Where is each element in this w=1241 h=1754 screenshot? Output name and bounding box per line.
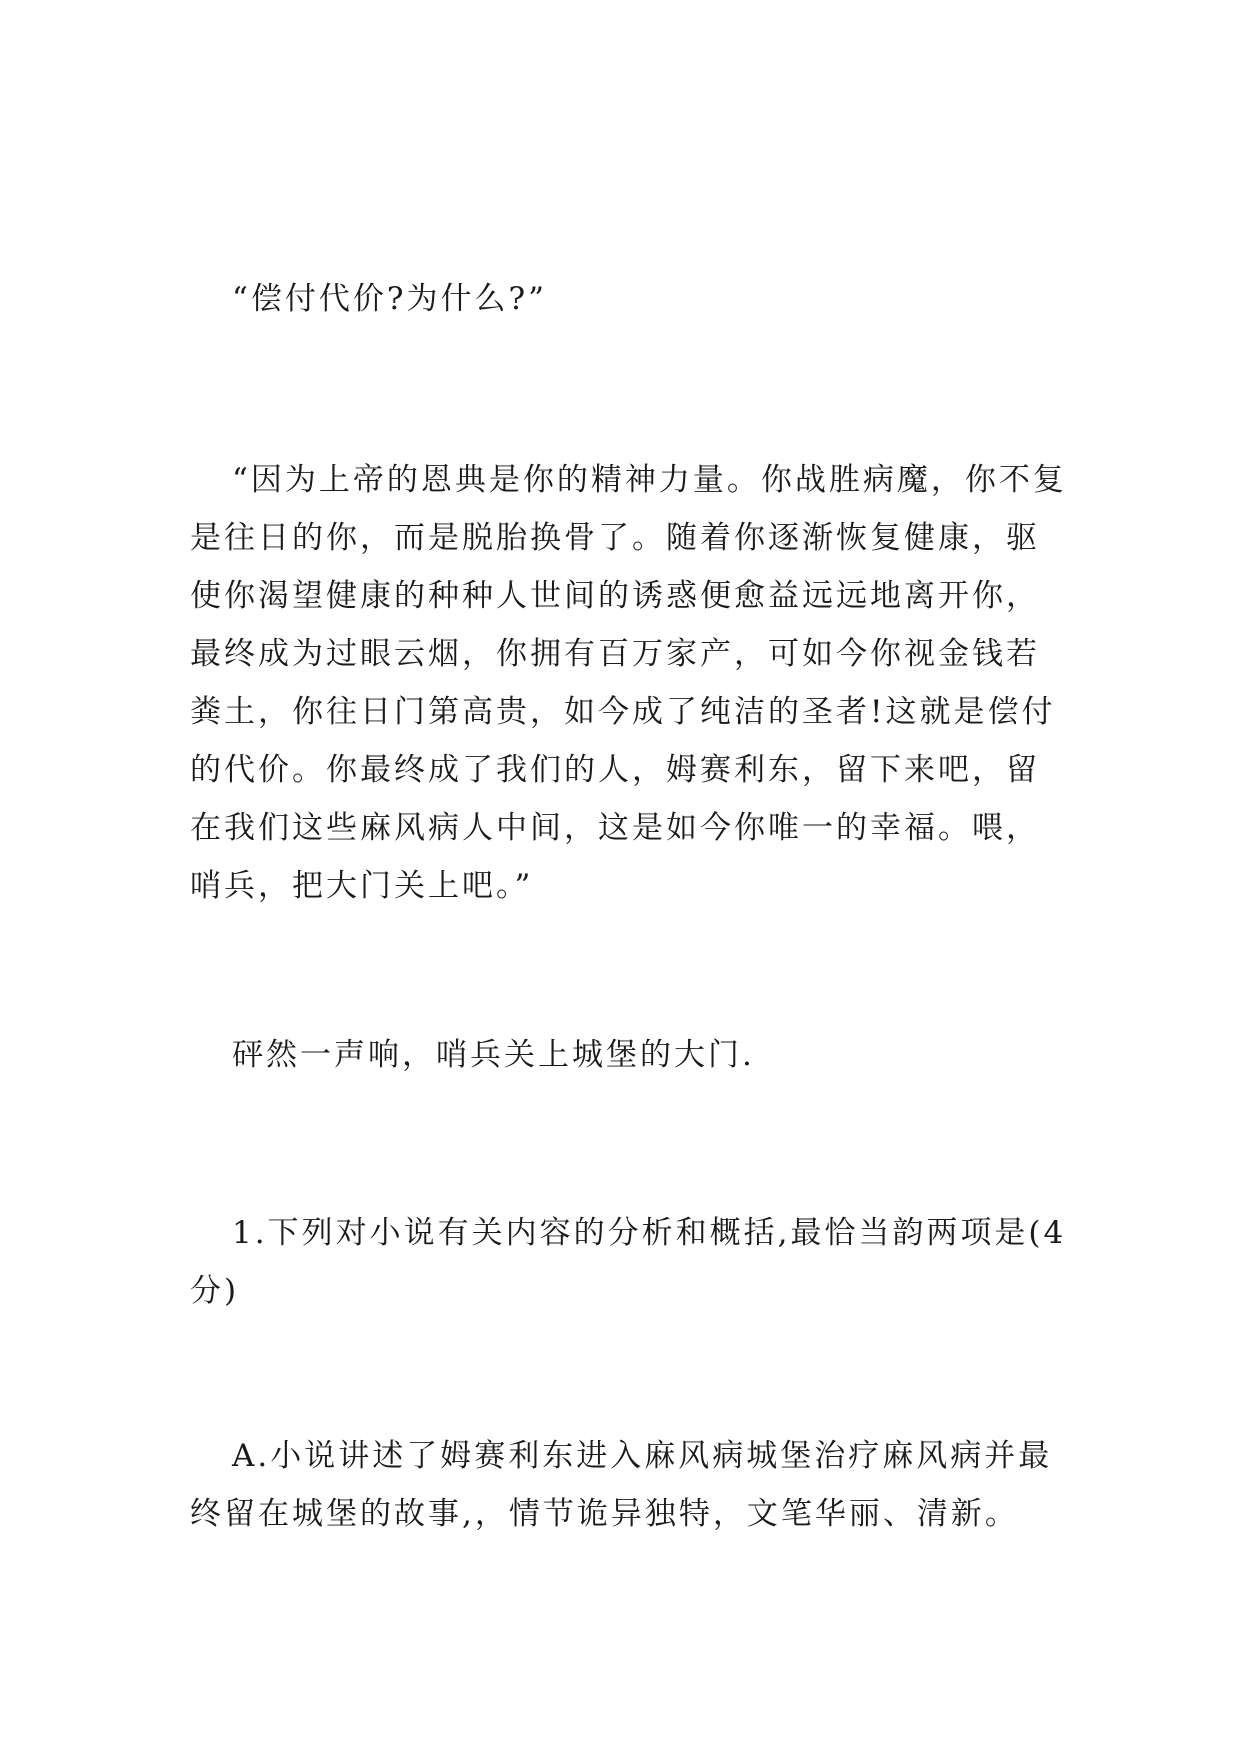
narration-paragraph: 砰然一声响，哨兵关上城堡的大门. xyxy=(232,1037,755,1073)
dialogue-question: “偿付代价?为什么?” xyxy=(232,281,547,317)
question-1: 1.下列对小说有关内容的分析和概括,最恰当韵两项是(4分) xyxy=(190,1215,1067,1309)
option-a: A.小说讲述了姆赛利东进入麻风病城堡治疗麻风病并最终留在城堡的故事,，情节诡异独特，文笔华丽、清新。 xyxy=(190,1438,1053,1532)
dialogue-answer: “因为上帝的恩典是你的精神力量。你战胜病魔，你不复是往日的你，而是脱胎换骨了。随着你逐渐恢复健康，驱使你渴望健康的种种人世间的诱惑便愈益远远地离开你，最终成为过眼云烟，你拥有百万家产，可如今你视金钱若粪土，你往日门第高贵，如今成了纯洁的圣者!这就是偿付的代价。你最终成了我们的人，姆赛利东，留下来吧，留在我们这些麻风病人中间，这是如今你唯一的幸福。喂，哨兵，把大门关上吧。” xyxy=(190,462,1067,904)
